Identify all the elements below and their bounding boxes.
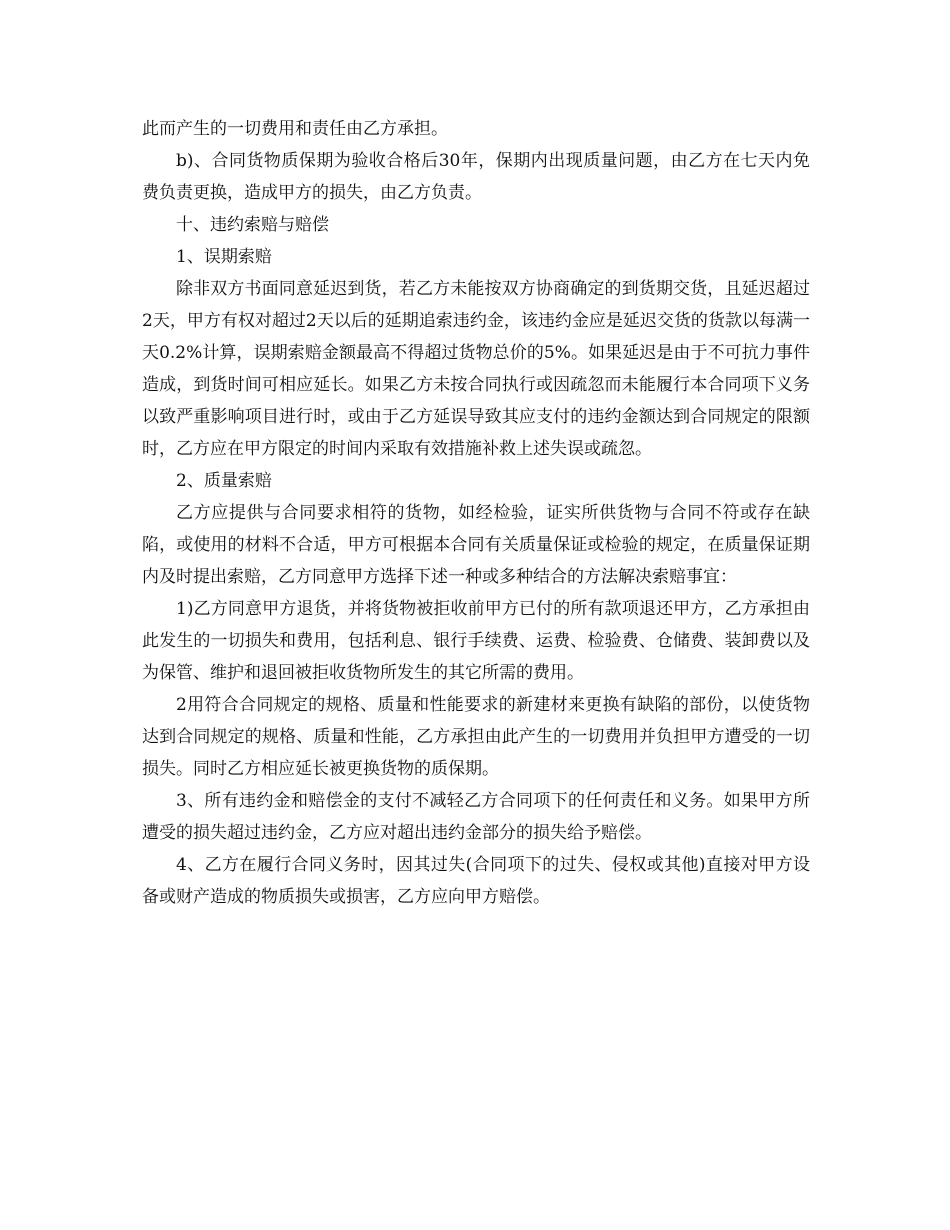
subheading-delay-claim: 1、误期索赔: [176, 247, 272, 267]
paragraph-quality-claim: 乙方应提供与合同要求相符的货物，如经检验，证实所供货物与合同不符或存在缺陷，或使用的材料不合适，甲方可根据本合同有关质量保证或检验的规定，在质量保证期内及时提出索赔，乙方同意甲方选择下述一种或多种结合的方法解决索赔事宜：: [142, 503, 810, 587]
subheading-quality-claim: 2、质量索赔: [176, 471, 272, 491]
document-body: [142, 113, 810, 913]
section-heading-breach-compensation: 十、违约索赔与赔偿: [176, 215, 329, 235]
paragraph-return-goods: 1)乙方同意甲方退货，并将货物被拒收前甲方已付的所有款项退还甲方，乙方承担由此发生的一切损失和费用，包括利息、银行手续费、运费、检验费、仓储费、装卸费以及为保管、维护和退回被拒收货物所发生的其它所需的费用。: [142, 599, 810, 683]
paragraph-liability-not-reduced: 3、所有违约金和赔偿金的支付不减轻乙方合同项下的任何责任和义务。如果甲方所遭受的损失超过违约金，乙方应对超出违约金部分的损失给予赔偿。: [142, 791, 810, 843]
paragraph-replace-defective: 2用符合合同规定的规格、质量和性能要求的新建材来更换有缺陷的部份，以使货物达到合同规定的规格、质量和性能，乙方承担由此产生的一切费用并负担甲方遭受的一切损失。同时乙方相应延长被更换货物的质保期。: [142, 695, 810, 779]
paragraph-warranty-period: b)、合同货物质保期为验收合格后30年，保期内出现质量问题，由乙方在七天内免费负责更换，造成甲方的损失，由乙方负责。: [142, 151, 810, 203]
paragraph-delay-claim: 除非双方书面同意延迟到货，若乙方未能按双方协商确定的到货期交货，且延迟超过2天，甲方有权对超过2天以后的延期追索违约金，该违约金应是延迟交货的货款以每满一天0.2%计算，误期索赔金额最高不得超过货物总价的5%。如果延迟是由于不可抗力事件造成，到货时间可相应延长。如果乙方未按合同执行或因疏忽而未能履行本合同项下义务以致严重影响项目进行时，或由于乙方延误导致其应支付的违约金额达到合同规定的限额时，乙方应在甲方限定的时间内采取有效措施补救上述失误或疏忽。: [142, 279, 810, 459]
paragraph-continuation: 此而产生的一切费用和责任由乙方承担。: [142, 119, 448, 139]
paragraph-property-damage: 4、乙方在履行合同义务时，因其过失(合同项下的过失、侵权或其他)直接对甲方设备或财产造成的物质损失或损害，乙方应向甲方赔偿。: [142, 855, 810, 907]
